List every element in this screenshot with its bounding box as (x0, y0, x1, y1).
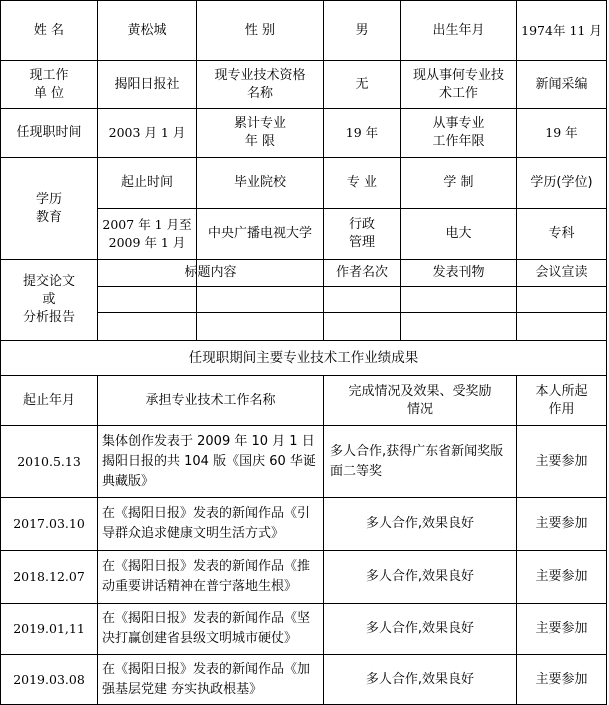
qualification-label: 现专业技术资格 名称 (214, 67, 306, 101)
ach-row-3-role: 主要参加 (535, 569, 588, 584)
ach-row-1-work: 集体创作发表于 2009 年 10 月 1 日揭阳日报的共 104 版《国庆 60 华诞典藏版》 (102, 433, 316, 489)
edu-header-degree: 学历(学位) (530, 175, 593, 190)
ach-header-period: 起止年月 (22, 392, 75, 408)
papers-header-author-rank: 作者名次 (335, 265, 388, 280)
ach-row-5-work: 在《揭阳日报》发表的新闻作品《加强基层党建 夯实执政根基》 (102, 661, 311, 697)
papers-header-title: 标题内容 (184, 265, 237, 280)
edu-degree-value: 专科 (548, 226, 575, 241)
ach-header-role: 本人所起 作用 (535, 383, 588, 417)
start-date-label: 任现职时间 (16, 125, 82, 140)
ach-row-1-result: 多人合作,获得广东省新闻奖版面二等奖 (330, 443, 504, 479)
ach-row-4-result: 多人合作,效果良好 (365, 621, 475, 636)
name-label: 姓 名 (33, 22, 65, 38)
ach-row-4-work: 在《揭阳日报》发表的新闻作品《坚决打赢创建省县级文明城市硬仗》 (102, 611, 311, 646)
ach-row-5-role: 主要参加 (535, 671, 588, 687)
ach-row-5-result: 多人合作,效果良好 (365, 671, 475, 687)
edu-major-value: 行政 管理 (348, 217, 375, 250)
ach-header-work: 承担专业技术工作名称 (145, 392, 276, 408)
achievements-title: 任现职期间主要专业技术工作业绩成果 (188, 350, 419, 366)
birth-value: 1974年 11 月 (521, 22, 602, 38)
ach-row-4-date: 2019.01,11 (13, 621, 85, 636)
cumulative-years-label: 累计专业 年 限 (233, 116, 286, 149)
ach-row-2-work: 在《揭阳日报》发表的新闻作品《引导群众追求健康文明生活方式》 (102, 506, 311, 541)
start-date-value: 2003 月 1 月 (108, 125, 186, 140)
work-type-value: 新闻采编 (535, 76, 588, 92)
ach-header-result: 完成情况及效果、受奖励 情况 (348, 383, 492, 417)
ach-row-4-role: 主要参加 (535, 621, 588, 636)
ach-row-3-work: 在《揭阳日报》发表的新闻作品《推动重要讲话精神在普宁落地生根》 (102, 559, 311, 594)
edu-period-value: 2007 年 1 月至 2009 年 1 月 (102, 217, 192, 250)
unit-value: 揭阳日报社 (114, 76, 180, 92)
edu-header-period: 起止时间 (120, 175, 173, 190)
ach-row-2-role: 主要参加 (535, 516, 588, 531)
papers-header-journal: 发表刊物 (432, 265, 485, 280)
edu-system-value: 电大 (445, 226, 472, 241)
professional-years-label: 从事专业 工作年限 (432, 116, 485, 149)
papers-header-conference: 会议宣读 (535, 265, 588, 280)
ach-row-3-date: 2018.12.07 (13, 569, 85, 584)
ach-row-1-date: 2010.5.13 (17, 453, 81, 469)
ach-row-1-role: 主要参加 (535, 453, 588, 469)
ach-row-2-date: 2017.03.10 (13, 516, 85, 531)
qualification-value: 无 (355, 76, 369, 92)
unit-label: 现工作 单 位 (29, 67, 69, 101)
ach-row-5-date: 2019.03.08 (13, 671, 85, 687)
edu-header-system: 学 制 (443, 175, 474, 190)
ach-row-3-result: 多人合作,效果良好 (365, 569, 475, 584)
edu-school-value: 中央广播电视大学 (207, 226, 312, 241)
cumulative-years-value: 19 年 (345, 125, 379, 140)
gender-label: 性 别 (244, 22, 276, 38)
ach-row-2-result: 多人合作,效果良好 (365, 516, 475, 531)
edu-header-major: 专 业 (346, 175, 378, 190)
edu-header-school: 毕业院校 (233, 175, 286, 190)
papers-label: 提交论文 或 分析报告 (22, 274, 75, 325)
work-type-label: 现从事何专业技 术工作 (412, 67, 504, 101)
name-value: 黄松城 (127, 22, 167, 38)
professional-years-value: 19 年 (545, 125, 578, 140)
birth-label: 出生年月 (432, 22, 485, 38)
gender-value: 男 (355, 22, 369, 38)
education-label: 学历 教育 (35, 191, 62, 225)
